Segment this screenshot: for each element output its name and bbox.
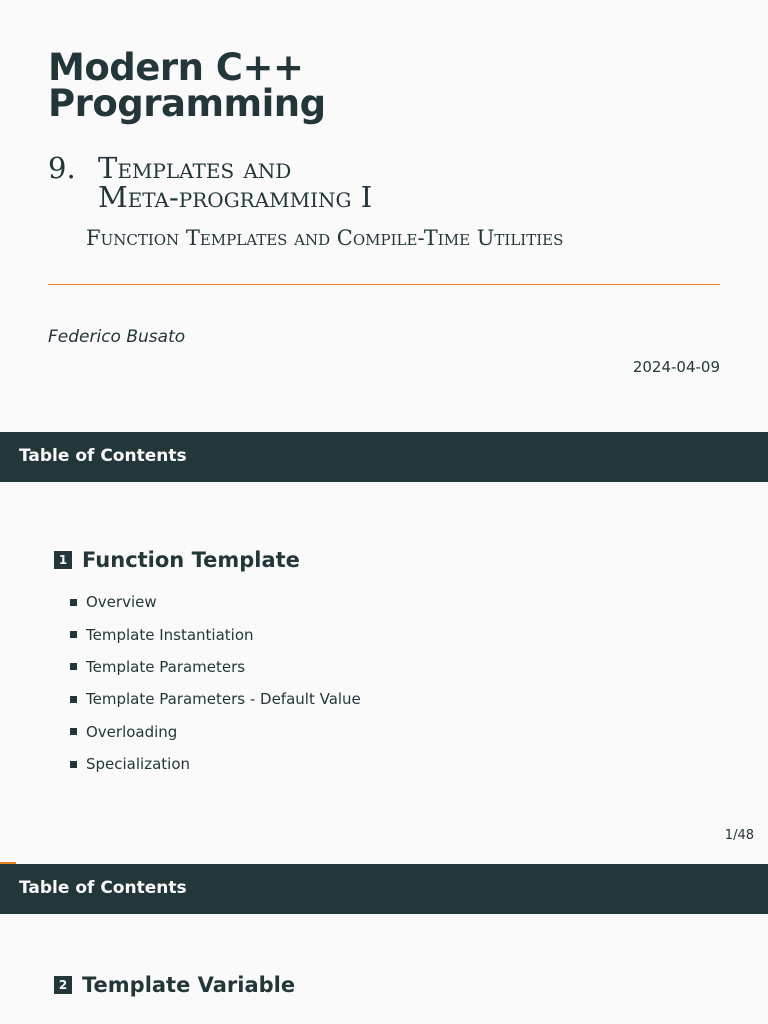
date: 2024-04-09 (632, 358, 720, 376)
list-item-label: Specialization (86, 755, 191, 774)
toc-section-1[interactable] (54, 548, 300, 572)
section-number-badge: 1 (54, 551, 72, 569)
list-item-label: Overloading (86, 722, 178, 741)
chapter-title-line2: Meta-programming I (98, 180, 373, 214)
chapter-title-text (98, 151, 373, 214)
square-bullet-icon (70, 696, 77, 703)
page-number: 1/48 (724, 828, 754, 843)
chapter-subtitle: Function Templates and Compile-Time Utilities (86, 226, 564, 250)
list-item-label: Template Instantiation (86, 625, 254, 644)
title-divider (48, 284, 720, 285)
list-item[interactable] (70, 683, 361, 715)
list-item[interactable] (70, 748, 361, 780)
section-title: Function Template (82, 548, 300, 572)
list-item-label: Template Parameters - Default Value (86, 690, 361, 709)
toc-header-2 (0, 864, 768, 914)
square-bullet-icon (70, 599, 77, 606)
square-bullet-icon (70, 728, 77, 735)
chapter-number: 9. (48, 151, 76, 185)
section-number-badge: 2 (54, 976, 72, 994)
toc-header-1-label: Table of Contents (19, 446, 187, 466)
title-slide (0, 0, 768, 432)
chapter-title-line1: Templates and (98, 151, 292, 185)
toc-header-2-label: Table of Contents (19, 878, 187, 898)
main-title-line2: Programming (48, 82, 326, 125)
toc-subsection-list (70, 586, 361, 780)
toc-section-2[interactable] (54, 973, 295, 997)
list-item-label: Overview (86, 593, 157, 612)
list-item-label: Template Parameters (86, 657, 246, 676)
list-item[interactable] (70, 586, 361, 618)
main-title-line1: Modern C++ (48, 46, 304, 89)
square-bullet-icon (70, 663, 77, 670)
list-item[interactable] (70, 651, 361, 683)
toc-header-1 (0, 432, 768, 482)
list-item[interactable] (70, 716, 361, 748)
list-item[interactable] (70, 618, 361, 650)
square-bullet-icon (70, 761, 77, 768)
square-bullet-icon (70, 631, 77, 638)
main-title (48, 46, 326, 125)
author: Federico Busato (48, 327, 186, 347)
section-title: Template Variable (82, 973, 296, 997)
